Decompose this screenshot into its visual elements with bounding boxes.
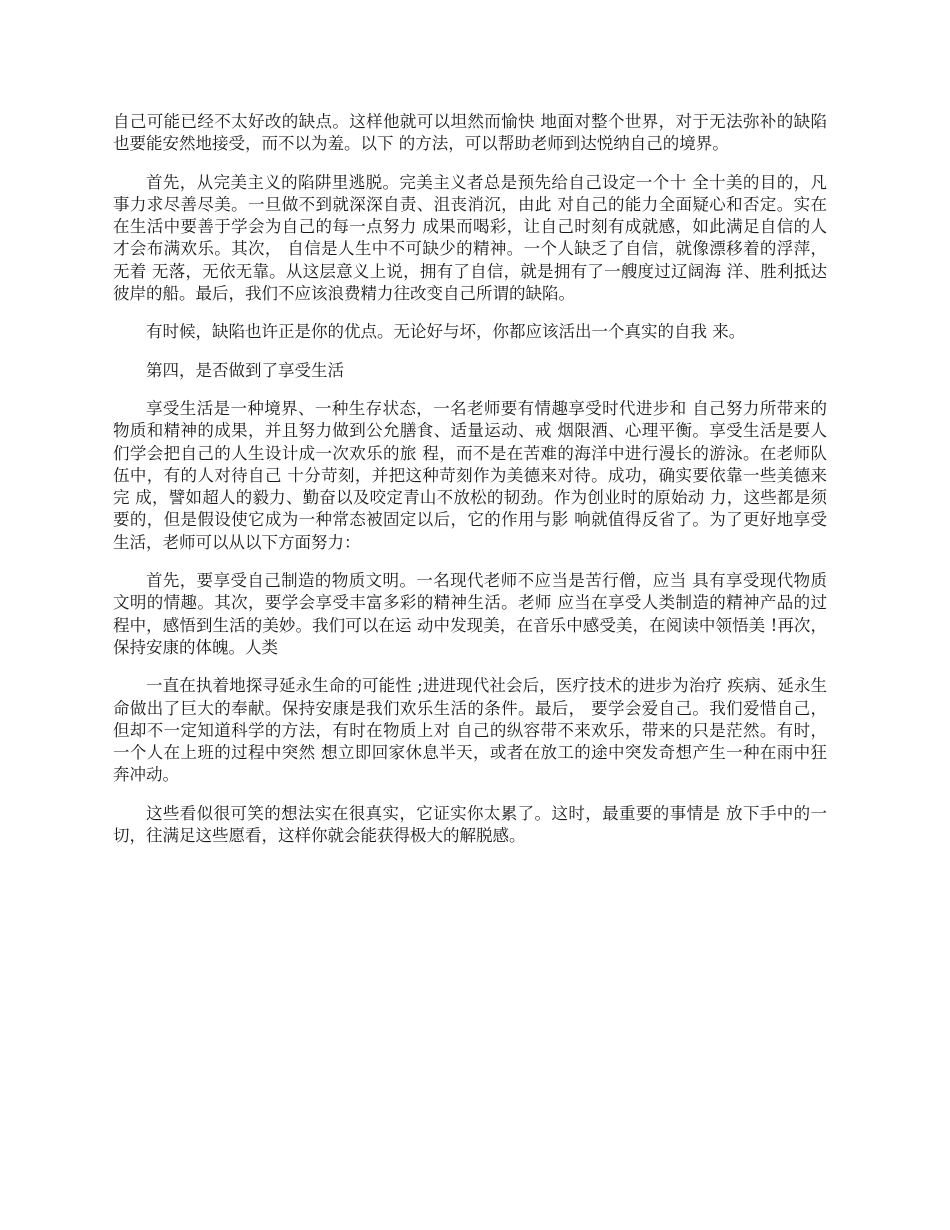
paragraph-1: 自己可能已经不太好改的缺点。这样他就可以坦然而愉快 地面对整个世界，对于无法弥补的缺陷也要能安然地接受，而不以为羞。以下 的方法，可以帮助老师到达悦纳自己的境界。: [113, 112, 827, 154]
paragraph-3: 有时候，缺陷也许正是你的优点。无论好与坏，你都应该活出一个真实的自我 来。: [146, 322, 746, 342]
document-body: [113, 111, 827, 863]
paragraph-6: 首先，要享受自己制造的物质文明。一名现代老师不应当是苦行僧，应当 具有享受现代物质文明的情趣。其次，要学会享受丰富多彩的精神生活。老师 应当在享受人类制造的精神产品的过程中，感悟到生活的美妙。我们可以在运 动中发现美，在音乐中感受美，在阅读中领悟美 !再次，保持安康的体魄。人类: [113, 571, 827, 657]
section-heading: 第四，是否做到了享受生活: [146, 360, 344, 380]
paragraph-2: 首先，从完美主义的陷阱里逃脱。完美主义者总是预先给自己设定一个十 全十美的目的，凡事力求尽善尽美。一旦做不到就深深自责、沮丧消沉，由此 对自己的能力全面疑心和否定。实在在生活中要善于学会为自己的每一点努力 成果而喝彩，让自己时刻有成就感，如此满足自信的人才会布满欢乐。其次， 自信是人生中不可缺少的精神。一个人缺乏了自信，就像漂移着的浮萍，无着 无落，无依无靠。从这层意义上说，拥有了自信，就是拥有了一艘度过辽阔海 洋、胜利抵达彼岸的船。最后，我们不应该浪费精力往改变自己所谓的缺陷。: [113, 172, 827, 304]
paragraph-5: 享受生活是一种境界、一种生存状态，一名老师要有情趣享受时代进步和 自己努力所带来的物质和精神的成果，并且努力做到公允膳食、适量运动、戒 烟限酒、心理平衡。享受生活是要人们学会把自己的人生设计成一次欢乐的旅 程，而不是在苦难的海洋中进行漫长的游泳。在老师队伍中，有的人对待自己 十分苛刻，并把这种苛刻作为美德来对待。成功，确实要依靠一些美德来完 成，譬如超人的毅力、勤奋以及咬定青山不放松的韧劲。作为创业时的原始动 力，这些都是须要的，但是假设使它成为一种常态被固定以后，它的作用与影 响就值得反省了。为了更好地享受生活，老师可以从以下方面努力：: [113, 398, 827, 552]
paragraph-7: 一直在执着地探寻延永生命的可能性 ;进进现代社会后，医疗技术的进步为治疗 疾病、延永生命做出了巨大的奉献。保持安康是我们欢乐生活的条件。最后， 要学会爱自己。我们爱惜自己，但却不一定知道科学的方法，有时在物质上对 自己的纵容带不来欢乐，带来的只是茫然。有时，一个人在上班的过程中突然 想立即回家休息半天，或者在放工的途中突发奇想产生一种在雨中狂奔冲动。: [113, 676, 827, 785]
paragraph-8: 这些看似很可笑的想法实在很真实，它证实你太累了。这时，最重要的事情是 放下手中的一切，往满足这些愿看，这样你就会能获得极大的解脱感。: [113, 803, 827, 846]
